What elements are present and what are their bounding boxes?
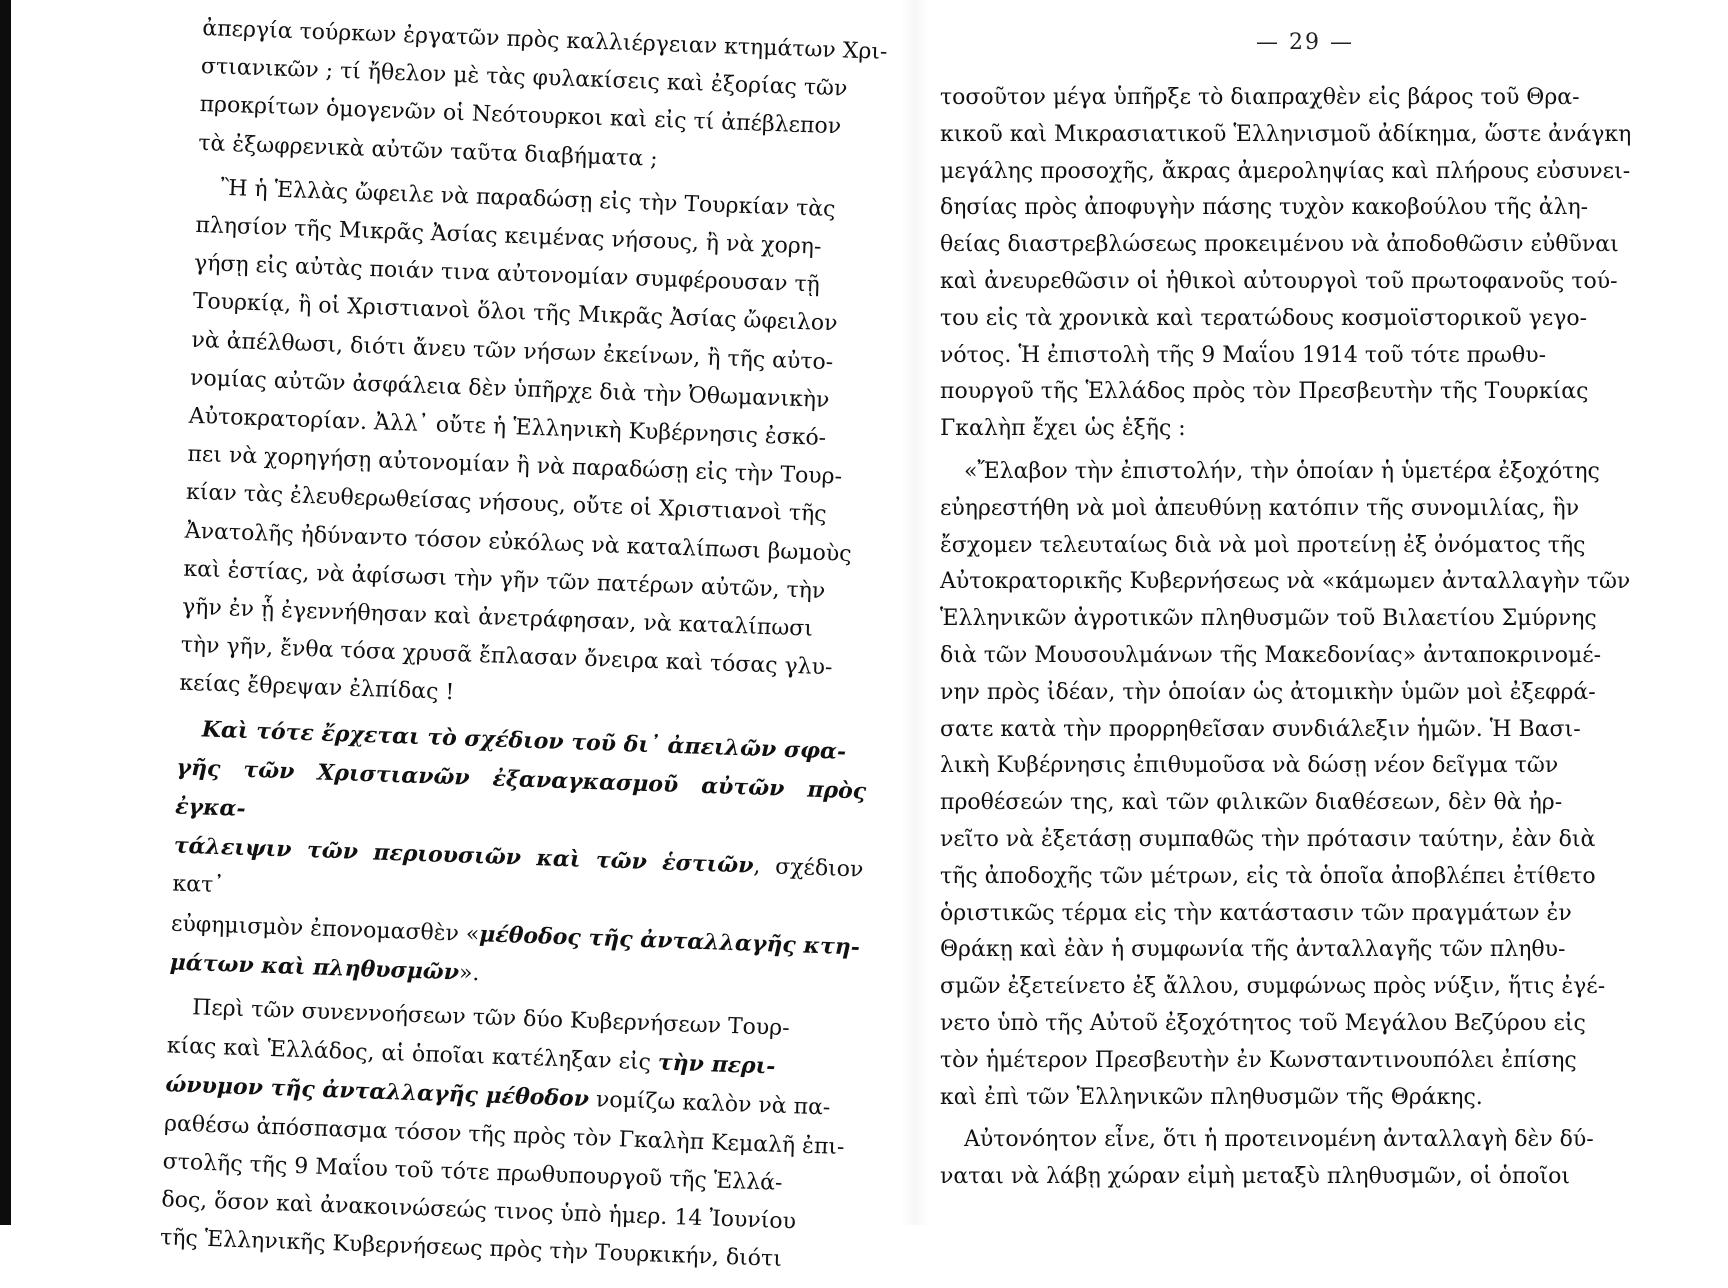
left-page [159,0,893,1273]
text-run: Ἢ ἡ Ἑλλὰς ὤφειλε νὰ παραδώσῃ εἰς τὴν Τουρκίαν τὰς πλησίον τῆς Μικρᾶς Ἀσίας κειμένας νήσους, ἢ νὰ χορη- γήσῃ εἰς αὐτὰς ποιάν τινα αὐτονομίαν συμφέρουσαν τῇ Τουρκίᾳ, ἢ οἱ Χριστιανοὶ ὅλοι τῆς Μικρᾶς Ἀσίας ὤφειλον νὰ ἀπέλθωσι, διότι ἄνευ τῶν νήσων ἐκείνων, ἢ τῆς αὐτο- νομίας αὐτῶν ἀσφάλεια δὲν ὑπῆρχε διὰ τὴν Ὀθωμανικὴν Αὐτοκρατορίαν. Ἀλλ᾽ οὔτε ἡ Ἑλληνικὴ Κυβέρνησις ἐσκό- πει νὰ χορηγήσῃ αὐτονομίαν ἢ νὰ παραδώσῃ εἰς τὴν Τουρ- κίαν τὰς ἐλευθερωθείσας νήσους, οὔτε οἱ Χριστιανοὶ τῆς Ἀνατολῆς ἠδύναντο τόσον εὐκόλως νὰ καταλίπωσι βωμοὺς καὶ ἑστίας, νὰ ἀφίσωσι τὴν γῆν τῶν πατέρων αὐτῶν, τὴν γῆν ἐν ᾗ ἐγεννήθησαν καὶ ἀνετράφησαν, νὰ καταλίπωσι τὴν γῆν, ἔνθα τόσα χρυσᾶ ἔπλασαν ὄνειρα καὶ τόσας γλυ- κείας ἔθρεψαν ἐλπίδας ! [179,175,852,706]
text-run: «Ἔλαβον τὴν ἐπιστολήν, τὴν ὁποίαν ἡ ὑμετέρα ἐξοχότης εὐηρεστήθη νὰ μοὶ ἀπευθύνῃ κατόπιν τῆς συνομιλίας, ἣν ἔσχομεν τελευταίως διὰ νὰ μοὶ προτείνῃ ἐξ ὀνόματος τῆς Αὐτοκρατορικῆς Κυβερνήσεως νὰ «κάμωμεν ἀνταλλαγὴν τῶν Ἑλληνικῶν ἀγροτικῶν πληθυσμῶν τοῦ Βιλαετίου Σμύρνης διὰ τῶν Μουσουλμάνων τῆς Μακεδονίας» ἀνταποκρινομέ- νην πρὸς ἰδέαν, τὴν ὁποίαν ὡς ἀτομικὴν ὑμῶν μοὶ ἐξεφρά- σατε κατὰ τὴν προρρηθεῖσαν συνδιάλεξιν ἡμῶν. Ἡ Βασι- λικὴ Κυβέρνησις ἐπιθυμοῦσα νὰ δώσῃ νέον δεῖγμα τῶν προθέσεών της, καὶ τῶν φιλικῶν διαθέσεων, δὲν θὰ ἠρ- νεῖτο νὰ ἐξετάσῃ συμπαθῶς τὴν πρότασιν ταύτην, ἐὰν διὰ τῆς ἀποδοχῆς τῶν μέτρων, εἰς τὰ ὁποῖα ἀποβλέπει ἐτίθετο ὁριστικῶς τέρμα εἰς τὴν κατάστασιν τῶν πραγμάτων ἐν Θράκῃ καὶ ἐὰν ἡ συμφωνία τῆς ἀνταλλαγῆς τῶν πληθυ- σμῶν ἐξετείνετο ἐξ ἄλλου, συμφώνως πρὸς νύξιν, ἥτις ἐγέ- νετο ὑπὸ τῆς Αὐτοῦ ἐξοχότητος τοῦ Μεγάλου Βεζύρου εἰς τὸν ἡμέτερον Πρεσβευτὴν ἐν Κωνσταντινουπόλει ἐπίσης καὶ ἐπὶ τῶν Ἑλληνικῶν πληθυσμῶν τῆς Θράκης. [940,458,1631,1110]
text-run: Αὐτονόητον εἶνε, ὅτι ἡ προτεινομένη ἀνταλλαγὴ δὲν δύ- ναται νὰ λάβῃ χώραν εἰμὴ μεταξὺ πληθυσμῶν, οἱ ὁποῖοι [940,1127,1594,1190]
paragraph [169,709,868,1006]
text-run: Περὶ τῶν συνεννοήσεων τῶν δύο Κυβερνήσεων Τουρ- κίας καὶ Ἑλλάδος, αἱ ὁποῖαι κατέληξαν εἰς [166,995,791,1076]
paragraph [159,988,858,1281]
paragraph [179,169,887,728]
text-run: ἀπεργία τούρκων ἐργατῶν πρὸς καλλιέργειαν κτημάτων Χρι- στιανικῶν ; τί ἤθελον μὲ τὰς φυλακίσεις καὶ ἐξορίας τῶν προκρίτων ὁμογενῶν οἱ Νεότουρκοι καὶ εἰς τί ἀπέβλεπον τὰ ἐξωφρενικὰ αὐτῶν ταῦτα διαβήματα ; [197,15,888,172]
paragraph [940,1122,1670,1196]
bold-text-run: μέθοδος τῆς ἀνταλλαγῆς κτη- μάτων καὶ πληθυσμῶν [169,920,861,986]
right-page-text [940,80,1670,1202]
text-run: νομίζω καλὸν νὰ πα- ραθέσω ἀπόσπασμα τόσον τῆς πρὸς τὸν Γκαλὴπ Κεμαλῆ ἐπι- στολῆς τῆς 9 Μαΐου τοῦ τότε πρωθυπουργοῦ τῆς Ἑλλά- δος, ὅσον καὶ ἀνακοινώσεώς τινος ὑπὸ ἡμερ. 14 Ἰουνίου τῆς Ἑλληνικῆς Κυβερνήσεως πρὸς τὴν Τουρκικήν, διότι [159,1087,845,1273]
right-page [940,0,1670,1225]
text-run: τοσοῦτον μέγα ὑπῆρξε τὸ διαπραχθὲν εἰς βάρος τοῦ Θρα- κικοῦ καὶ Μικρασιατικοῦ Ἑλληνισμοῦ ἀδίκημα, ὥστε ἀνάγκη μεγάλης προσοχῆς, ἄκρας ἀμεροληψίας καὶ πλήρους εὐσυνει- δησίας πρὸς ἀποφυγὴν πάσης τυχὸν κακοβούλου τῆς ἀλη- θείας διαστρεβλώσεως προκειμένου νὰ ἀποδοθῶσιν εὐθῦναι καὶ ἀνευρεθῶσιν οἱ ἠθικοὶ αὐτουργοὶ τοῦ πρωτοφανοῦς τού- του εἰς τὰ χρονικὰ καὶ τερατώδους κοσμοϊστορικοῦ γεγο- νότος. Ἡ ἐπιστολὴ τῆς 9 Μαΐου 1914 τοῦ τότε πρωθυ- πουργοῦ τῆς Ἑλλάδος πρὸς τὸν Πρεσβευτὴν τῆς Τουρκίας Γκαλὴπ ἔχει ὡς ἑξῆς : [940,85,1632,442]
bold-text-run: τὴν περι- ώνυμον τῆς ἀνταλλαγῆς μέθοδον [165,1049,776,1113]
scan-edge-bar [0,0,11,1225]
text-run: ». [458,960,480,987]
left-page-text [159,10,892,1288]
paragraph [940,80,1670,448]
book-gutter [900,0,930,1225]
bold-text-run: Καὶ τότε ἔρχεται τὸ σχέδιον τοῦ δι᾽ ἀπειλῶν σφα- γῆς τῶν Χριστιανῶν ἐξαναγκασμοῦ αὐτῶν πρὸς ἐγκα- τάλειψιν τῶν περιουσιῶν καὶ τῶν ἑστιῶν [173,716,867,879]
text-run: , σχέδιον κατ᾽ εὐφημισμὸν ἐπονομασθὲν « [170,854,864,947]
paragraph [940,454,1670,1116]
paragraph [198,10,893,187]
page-number: — 29 — [1256,30,1354,55]
